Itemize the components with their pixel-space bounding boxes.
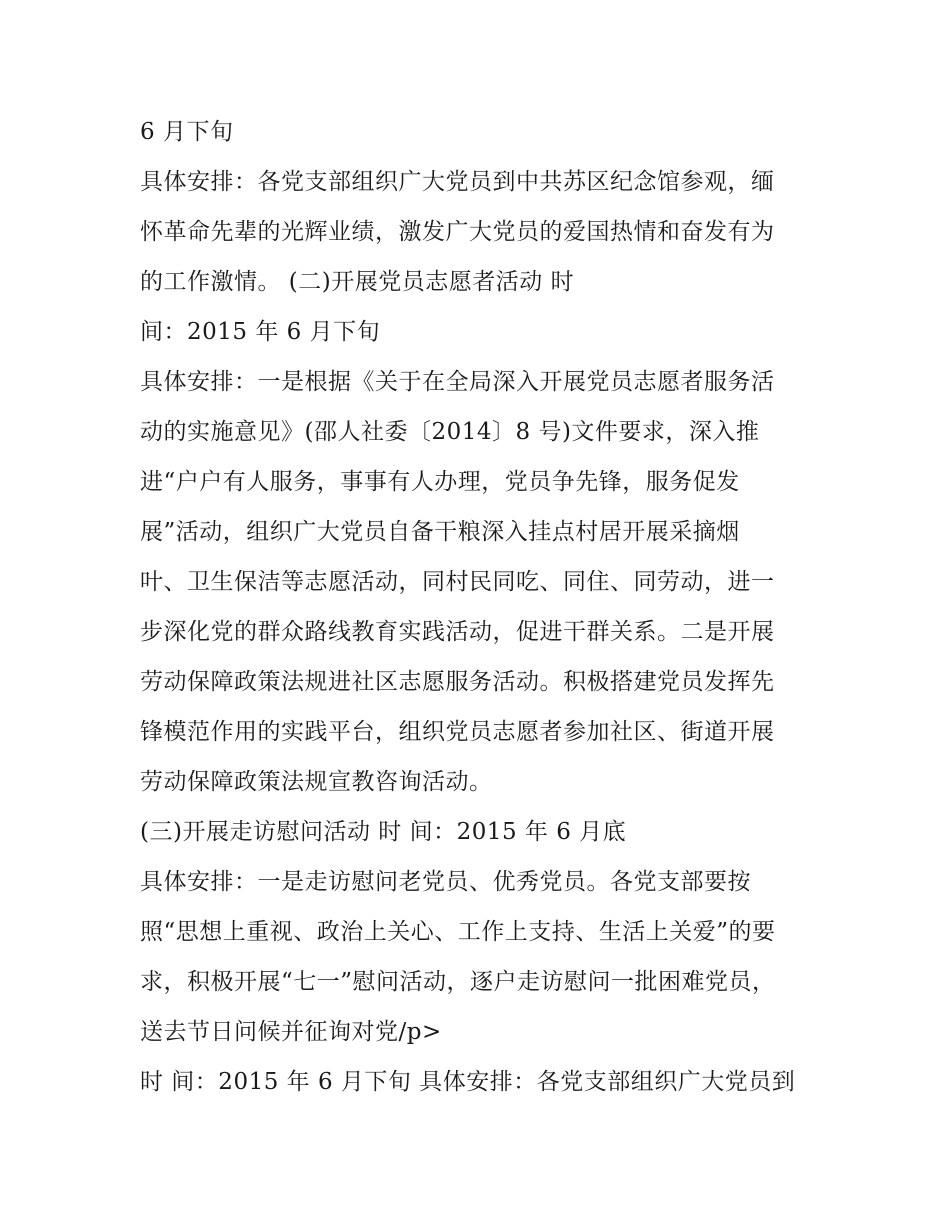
text-line: 具体安排：一是走访慰问老党员、优秀党员。各党支部要按 [140,869,751,895]
text-line: (三)开展走访慰问活动 时 间：2015 年 6 月底 [140,819,627,845]
text-line: 动的实施意见》(邵人社委〔2014〕8 号)文件要求，深入推 [140,419,760,445]
text-line: 照“思想上重视、政治上关心、工作上支持、生活上关爱”的要 [140,919,776,945]
text-line: 的工作激情。 (二)开展党员志愿者活动 时 [140,269,575,295]
text-line: 进“户户有人服务，事事有人办理，党员争先锋，服务促发 [140,469,740,495]
text-line: 时 间：2015 年 6 月下旬 具体安排：各党支部组织广大党员到 [140,1069,796,1095]
text-line: 间：2015 年 6 月下旬 [140,319,381,345]
text-line: 6 月下旬 [140,119,234,145]
text-line: 步深化党的群众路线教育实践活动，促进干群关系。二是开展 [140,619,775,645]
text-line: 怀革命先辈的光辉业绩，激发广大党员的爱国热情和奋发有为 [140,219,775,245]
text-line: 劳动保障政策法规进社区志愿服务活动。积极搭建党员发挥先 [140,669,775,695]
text-line: 劳动保障政策法规宣教咨询活动。 [140,769,493,795]
text-line: 锋模范作用的实践平台，组织党员志愿者参加社区、街道开展 [140,719,775,745]
text-line: 叶、卫生保洁等志愿活动，同村民同吃、同住、同劳动，进一 [140,569,775,595]
text-line: 求，积极开展“七一”慰问活动，逐户走访慰问一批困难党员， [140,969,776,995]
text-line: 具体安排：各党支部组织广大党员到中共苏区纪念馆参观，缅 [140,169,775,195]
text-line: 送去节日问候并征询对党/p> [140,1019,442,1045]
text-line: 具体安排：一是根据《关于在全局深入开展党员志愿者服务活 [140,369,775,395]
text-line: 展”活动，组织广大党员自备干粮深入挂点村居开展采摘烟 [140,519,740,545]
